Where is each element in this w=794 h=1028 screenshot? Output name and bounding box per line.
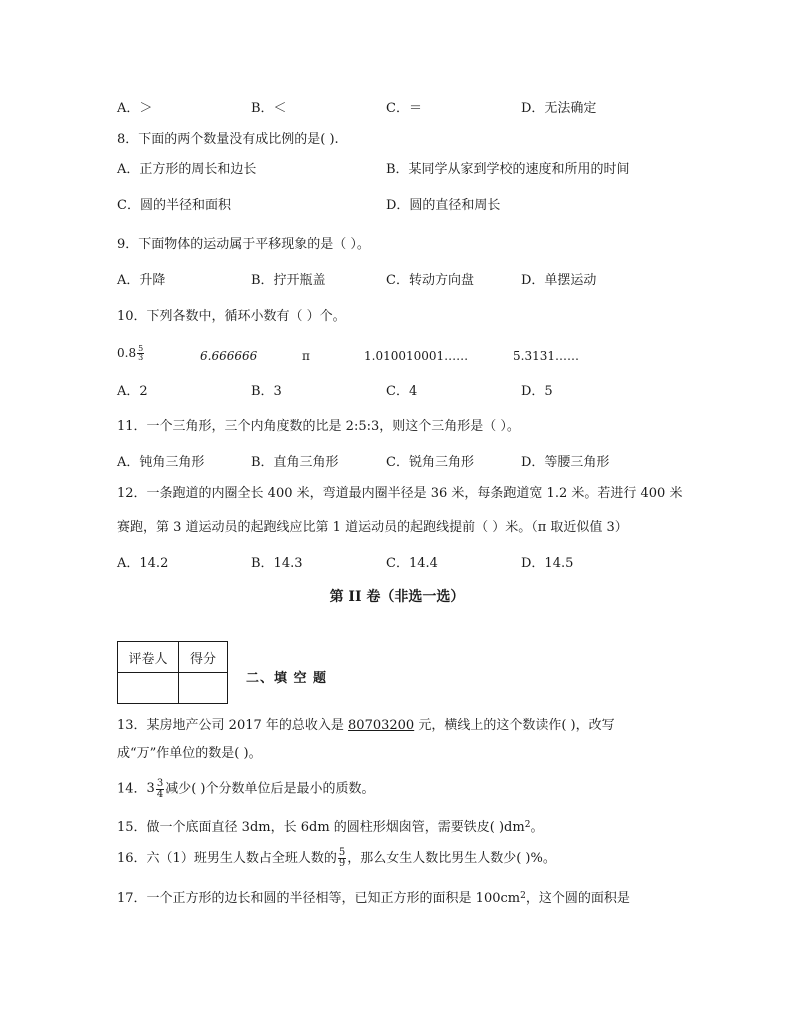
score-table-reviewer-header: 评卷人 — [118, 642, 179, 673]
score-table-score-cell[interactable] — [179, 673, 228, 704]
q12-option-d: D．14.5 — [521, 556, 574, 571]
q12-line-2: 赛跑，第 3 道运动员的起跑线应比第 1 道运动员的起跑线提前（ ）米。（π 取近似值 3） — [117, 520, 628, 535]
score-table-reviewer-cell[interactable] — [118, 673, 179, 704]
q13-line-1: 13．某房地产公司 2017 年的总收入是 80703200 元，横线上的这个数读作( )，改写 — [117, 718, 615, 733]
q8-option-c: C．圆的半径和面积 — [117, 198, 231, 213]
q12-line-1: 12．一条跑道的内圈全长 400 米，弯道最内圈半径是 36 米，每条跑道宽 1.2 米。若进行 400 米 — [117, 486, 683, 501]
q10-option-d: D．5 — [521, 384, 553, 399]
q16-line: 16．六（1）班男生人数占全班人数的 $\frac{5}{9}$ ，那么女生人数比男生人数少( )%。 — [117, 847, 556, 869]
score-table-score-header: 得分 — [179, 642, 228, 673]
q10-number-3: π — [302, 349, 310, 363]
q8-option-b: B．某同学从家到学校的速度和所用的时间 — [386, 162, 630, 177]
q15-line: 15．做一个底面直径 3dm，长 6dm 的圆柱形烟囱管，需要铁皮( )$dm^2$。 — [117, 820, 544, 835]
part-2-title: 第 II 卷（非选一选） — [329, 589, 465, 605]
q12-option-c: C．14.4 — [386, 556, 438, 571]
q9-option-a: A．升降 — [117, 273, 166, 288]
q9-option-c: C．转动方向盘 — [386, 273, 474, 288]
score-table — [117, 641, 228, 704]
q14-line: 14．3 $\frac{3}{4}$ 减少( )个分数单位后是最小的质数。 — [117, 777, 375, 800]
q7-option-c: C．＝ — [386, 101, 422, 116]
section-2-title: 二、填 空 题 — [246, 671, 328, 686]
q11-stem: 11．一个三角形，三个内角度数的比是 2:5:3，则这个三角形是（ ）。 — [117, 419, 520, 434]
q12-option-a: A．14.2 — [117, 556, 169, 571]
q10-option-b: B．3 — [251, 384, 282, 399]
q7-option-a: A．＞ — [117, 101, 153, 116]
q8-option-d: D．圆的直径和周长 — [386, 198, 501, 213]
q8-stem: 8．下面的两个数量没有成比例的是( ). — [117, 132, 339, 147]
q10-stem: 10．下列各数中，循环小数有（ ）个。 — [117, 309, 346, 324]
q10-option-a: A．2 — [117, 384, 148, 399]
q10-number-4: 1.010010001…… — [364, 349, 469, 363]
q7-option-b: B．＜ — [251, 101, 287, 116]
q11-option-d: D．等腰三角形 — [521, 455, 610, 470]
q11-option-c: C．锐角三角形 — [386, 455, 474, 470]
q7-option-d: D．无法确定 — [521, 101, 597, 116]
q11-option-a: A．钝角三角形 — [117, 455, 205, 470]
q12-option-b: B．14.3 — [251, 556, 303, 571]
q10-number-2: 6.666666 — [200, 349, 258, 363]
q10-number-1: 0.8 $\frac{5}{3}$ — [117, 344, 144, 362]
q9-option-b: B．拧开瓶盖 — [251, 273, 326, 288]
q9-option-d: D．单摆运动 — [521, 273, 597, 288]
q11-option-b: B．直角三角形 — [251, 455, 339, 470]
q13-line-2: 成“万”作单位的数是( )。 — [117, 746, 262, 761]
q17-line: 17．一个正方形的边长和圆的半径相等，已知正方形的面积是 $100cm^2$，这个圆的面积是 — [117, 891, 630, 906]
q10-number-5: 5.3131…… — [513, 349, 579, 363]
q13-underlined-number: 80703200 — [348, 718, 415, 733]
q9-stem: 9．下面物体的运动属于平移现象的是（ ）。 — [117, 237, 370, 252]
q10-option-c: C．4 — [386, 384, 418, 399]
q8-option-a: A．正方形的周长和边长 — [117, 162, 257, 177]
